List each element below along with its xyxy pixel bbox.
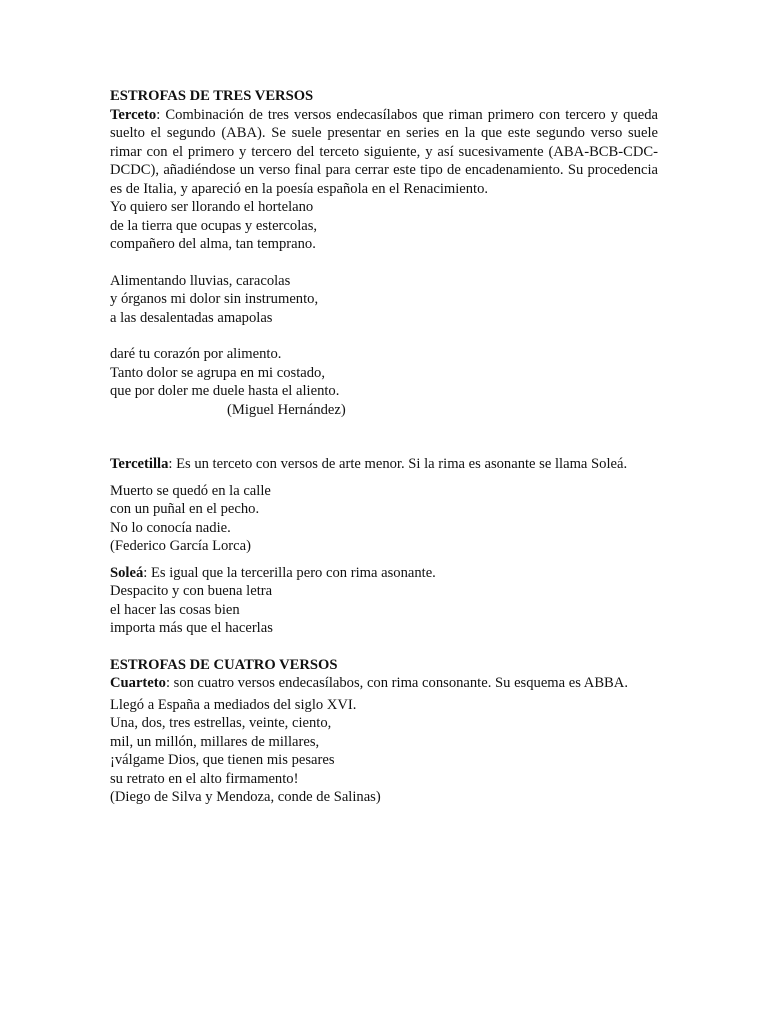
poem-line: compañero del alma, tan temprano. [110,236,316,253]
poem-author: (Diego de Silva y Mendoza, conde de Salinas) [110,789,381,806]
poem-solea [110,582,658,638]
tercetilla-definition: : Es un terceto con versos de arte menor. Si la rima es asonante se llama Soleá. [168,456,628,473]
poem-line: No lo conocía nadie. [110,519,231,536]
poem-line: daré tu corazón por alimento. [110,346,282,363]
section-heading-tres-versos: ESTROFAS DE TRES VERSOS [110,88,314,104]
cuarteto-note: Llegó a España a mediados del siglo XVI. [110,696,357,713]
poem-line: su retrato en el alto firmamento! [110,770,299,787]
poem-author: (Miguel Hernández) [227,401,346,418]
poem-line: Despacito y con buena letra [110,583,273,600]
solea-paragraph [110,564,658,583]
cuarteto-paragraph [110,674,658,693]
section-heading-cuatro-versos: ESTROFAS DE CUATRO VERSOS [110,656,338,673]
terceto-term: Terceto [110,106,157,123]
poem-line: Una, dos, tres estrellas, veinte, ciento, [110,715,332,732]
poem-line: mil, un millón, millares de millares, [110,733,320,750]
solea-term: Soleá [110,564,144,581]
poem-line: de la tierra que ocupas y estercolas, [110,217,318,234]
poem-line: Tanto dolor se agrupa en mi costado, [110,364,325,381]
poem-line: que por doler me duele hasta el aliento. [110,383,340,400]
cuarteto-definition: : son cuatro versos endecasílabos, con rima consonante. Su esquema es ABBA. [165,675,628,692]
poem-line: el hacer las cosas bien [110,601,240,618]
poem-line: Yo quiero ser llorando el hortelano [110,199,314,216]
poem-author: (Federico García Lorca) [110,538,251,555]
poem-line: Muerto se quedó en la calle [110,482,271,499]
solea-definition: : Es igual que la tercerilla pero con rima asonante. [143,564,436,581]
poem-line: a las desalentadas amapolas [110,309,273,326]
poem-line: importa más que el hacerlas [110,620,273,637]
poem-line: con un puñal en el pecho. [110,501,260,518]
tercetilla-paragraph [110,455,658,474]
cuarteto-term: Cuarteto [110,675,166,692]
tercetilla-term: Tercetilla [110,456,169,473]
terceto-paragraph [110,106,658,199]
terceto-definition: : Combinación de tres versos endecasílabos que riman primero con tercero y queda suelto el segundo (ABA). Se suele presentar en series en la que este segundo verso suele rimar con el primero y tercero del terceto siguiente, y así sucesivamente (ABA-BCB-CDC-DCDC), añadiéndose un verso final para cerrar este tipo de encadenamiento. Su procedencia es de Italia, y apareció en la poesía española en el Renacimiento. [110,106,658,197]
document-content [110,87,658,807]
poem-line: Alimentando lluvias, caracolas [110,272,291,289]
poem-hernandez [110,198,658,419]
poem-lorca [110,482,658,556]
poem-line: ¡válgame Dios, que tienen mis pesares [110,752,335,769]
poem-salinas [110,714,658,807]
poem-line: y órganos mi dolor sin instrumento, [110,291,319,308]
